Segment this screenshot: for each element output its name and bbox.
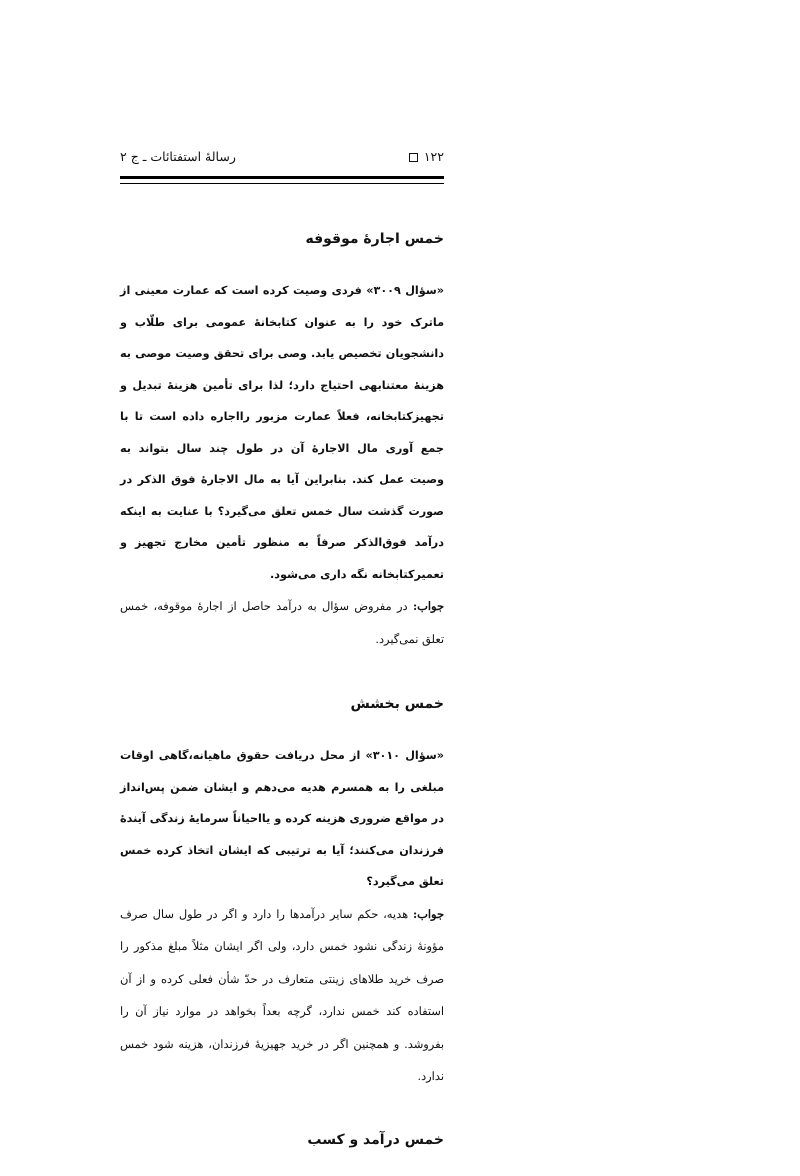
page-number-group bbox=[409, 147, 444, 167]
answer-paragraph bbox=[120, 590, 444, 655]
running-head bbox=[120, 146, 444, 168]
header-rule-thin bbox=[120, 183, 444, 184]
answer-text: در مفروض سؤال به درآمد حاصل از اجارهٔ موقوفه، خمس تعلق نمی‌گیرد. bbox=[120, 599, 444, 646]
question-paragraph: «سؤال ۳۰۰۹» فردی وصیت کرده است که عمارت معینی از ماترک خود را به عنوان کتابخانهٔ عمومی برای طلّاب و دانشجویان تخصیص یابد. وصی برای تحقق وصیت موصی به هزینهٔ معتنابهی احتیاج دارد؛ لذا برای تأمین هزینهٔ تبدیل و تجهیزکتابخانه، فعلاً عمارت مزبور رااجاره داده است تا با جمع آوری مال الاجارهٔ آن در طول چند سال بتواند به وصیت عمل کند. بنابراین آیا به مال الاجارهٔ فوق الذکر در صورت گذشت سال خمس تعلق می‌گیرد؟ با عنایت به اینکه درآمد فوق‌الذکر صرفاً به منظور تأمین مخارج تجهیز و تعمیرکتابخانه نگه داری می‌شود. bbox=[120, 284, 444, 581]
square-bullet-icon bbox=[409, 153, 418, 162]
section-heading: خمس بخشش bbox=[350, 696, 444, 712]
book-title: رسالهٔ استفتائات ـ ج ۲ bbox=[120, 149, 236, 164]
answer-label: جواب: bbox=[412, 906, 444, 921]
answer-label: جواب: bbox=[412, 599, 444, 613]
answer-text: هدیه، حکم سایر درآمدها را دارد و اگر در طول سال صرف مؤونهٔ زندگی نشود خمس دارد، ولی اگر ایشان مثلاً مبلغ مذکور را صرف خرید طلاهای زینتی متعارف در حدّ شأن فعلی کرده و از آن استفاده کند خمس ندارد، گرچه بعداً بخواهد در موارد نیاز آن را بفروشد. و همچنین اگر در خرید جهیزیهٔ فرزندان، هزینه شود خمس ندارد. bbox=[120, 906, 444, 1083]
section-heading: خمس درآمد و کسب bbox=[307, 1131, 444, 1148]
page-number: ۱۲۲ bbox=[423, 149, 444, 164]
page-content bbox=[120, 226, 444, 1176]
header-rule-thick bbox=[120, 176, 444, 179]
document-page bbox=[120, 0, 444, 1148]
question-paragraph: «سؤال ۳۰۱۰» از محل دریافت حقوق ماهیانه،گاهی اوقات مبلغی را به همسرم هدیه می‌دهم و ایشان ضمن پس‌انداز در مواقع ضروری هزینه کرده و یااحیاناً سرمایهٔ زندگی آیندهٔ فرزندان می‌کنند؛ آیا به ترتیبی که ایشان اتخاذ کرده خمس تعلق می‌گیرد؟ bbox=[120, 749, 444, 888]
answer-paragraph bbox=[120, 898, 444, 1093]
section-heading: خمس اجارهٔ موقوفه bbox=[305, 231, 444, 247]
